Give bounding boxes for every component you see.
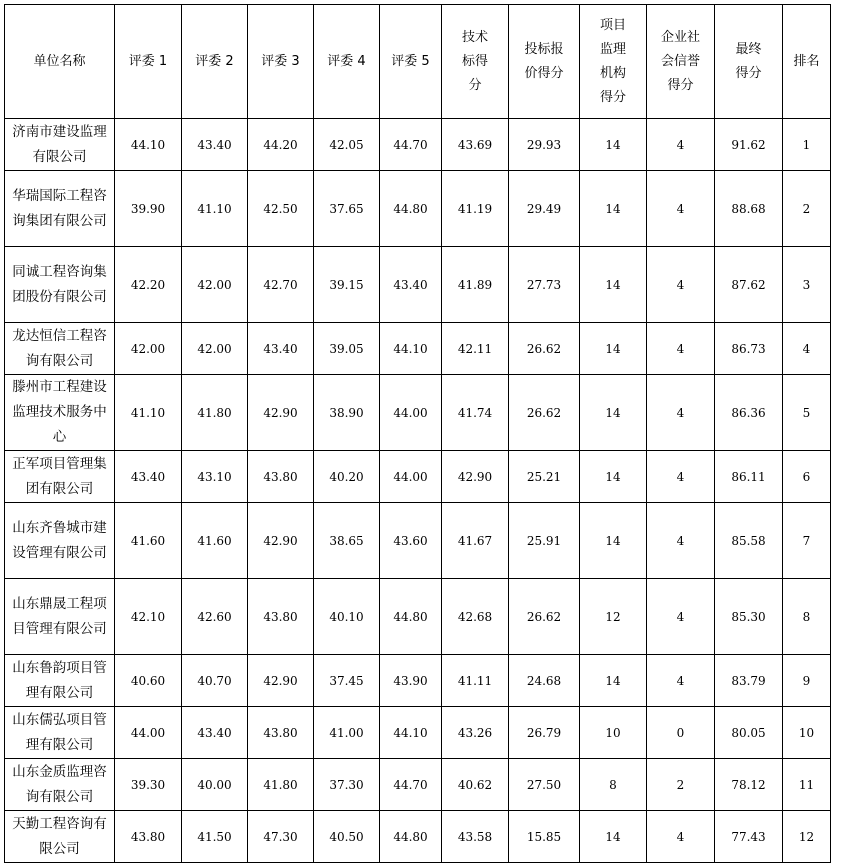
judge-4-score: 38.90: [314, 375, 380, 451]
bid-score: 27.73: [509, 247, 580, 323]
judge-2-score: 42.00: [182, 247, 248, 323]
tech-score: 43.69: [442, 119, 509, 171]
judge-2-score: 40.00: [182, 759, 248, 811]
reputation-score: 4: [647, 655, 715, 707]
judge-2-score: 41.10: [182, 171, 248, 247]
judge-2-score: 41.50: [182, 811, 248, 863]
company-name: 龙达恒信工程咨询有限公司: [5, 323, 115, 375]
company-name: 山东鲁韵项目管理有限公司: [5, 655, 115, 707]
judge-3-score: 42.90: [248, 503, 314, 579]
judge-5-score: 44.10: [380, 707, 442, 759]
judge-4-score: 38.65: [314, 503, 380, 579]
judge-2-score: 41.80: [182, 375, 248, 451]
judge-4-score: 39.05: [314, 323, 380, 375]
supervision-score: 14: [580, 655, 647, 707]
final-score: 83.79: [715, 655, 783, 707]
supervision-score: 14: [580, 119, 647, 171]
final-score: 86.11: [715, 451, 783, 503]
scoring-table: [4, 4, 831, 863]
judge-4-score: 40.20: [314, 451, 380, 503]
reputation-score: 4: [647, 451, 715, 503]
bid-score: 29.49: [509, 171, 580, 247]
judge-5-score: 44.00: [380, 375, 442, 451]
judge-2-score: 43.40: [182, 119, 248, 171]
judge-4-score: 37.65: [314, 171, 380, 247]
judge-1-score: 39.90: [115, 171, 182, 247]
header-company-name: 单位名称: [5, 5, 115, 119]
rank: 4: [783, 323, 831, 375]
bid-score: 26.62: [509, 375, 580, 451]
final-score: 85.58: [715, 503, 783, 579]
reputation-score: 4: [647, 323, 715, 375]
judge-1-score: 43.40: [115, 451, 182, 503]
judge-1-score: 42.10: [115, 579, 182, 655]
reputation-score: 4: [647, 375, 715, 451]
tech-score: 43.58: [442, 811, 509, 863]
reputation-score: 4: [647, 171, 715, 247]
bid-score: 26.62: [509, 579, 580, 655]
reputation-score: 2: [647, 759, 715, 811]
judge-3-score: 42.90: [248, 375, 314, 451]
company-name: 同诚工程咨询集团股份有限公司: [5, 247, 115, 323]
header-supervision-score: 项目监理机构得分: [580, 5, 647, 119]
header-reputation-score: 企业社会信誉得分: [647, 5, 715, 119]
tech-score: 42.90: [442, 451, 509, 503]
table-row: [5, 451, 831, 503]
bid-score: 15.85: [509, 811, 580, 863]
table-row: [5, 579, 831, 655]
judge-5-score: 43.60: [380, 503, 442, 579]
header-judge-5: 评委 5: [380, 5, 442, 119]
table-body: [5, 119, 831, 863]
reputation-score: 4: [647, 579, 715, 655]
judge-1-score: 40.60: [115, 655, 182, 707]
table-row: [5, 655, 831, 707]
header-rank: 排名: [783, 5, 831, 119]
rank: 2: [783, 171, 831, 247]
judge-1-score: 44.10: [115, 119, 182, 171]
rank: 5: [783, 375, 831, 451]
judge-5-score: 44.80: [380, 171, 442, 247]
header-judge-1: 评委 1: [115, 5, 182, 119]
judge-4-score: 41.00: [314, 707, 380, 759]
company-name: 天勤工程咨询有限公司: [5, 811, 115, 863]
judge-1-score: 39.30: [115, 759, 182, 811]
judge-3-score: 44.20: [248, 119, 314, 171]
tech-score: 40.62: [442, 759, 509, 811]
bid-score: 26.79: [509, 707, 580, 759]
supervision-score: 14: [580, 811, 647, 863]
supervision-score: 8: [580, 759, 647, 811]
reputation-score: 4: [647, 811, 715, 863]
bid-score: 29.93: [509, 119, 580, 171]
judge-3-score: 42.70: [248, 247, 314, 323]
judge-5-score: 44.70: [380, 119, 442, 171]
header-bid-score: 投标报价得分: [509, 5, 580, 119]
company-name: 滕州市工程建设监理技术服务中心: [5, 375, 115, 451]
judge-3-score: 42.50: [248, 171, 314, 247]
judge-4-score: 37.30: [314, 759, 380, 811]
judge-4-score: 40.10: [314, 579, 380, 655]
final-score: 85.30: [715, 579, 783, 655]
judge-1-score: 41.60: [115, 503, 182, 579]
table-row: [5, 503, 831, 579]
header-judge-4: 评委 4: [314, 5, 380, 119]
tech-score: 41.11: [442, 655, 509, 707]
judge-3-score: 41.80: [248, 759, 314, 811]
final-score: 86.73: [715, 323, 783, 375]
final-score: 87.62: [715, 247, 783, 323]
rank: 8: [783, 579, 831, 655]
reputation-score: 0: [647, 707, 715, 759]
supervision-score: 14: [580, 451, 647, 503]
header-judge-2: 评委 2: [182, 5, 248, 119]
judge-3-score: 43.80: [248, 579, 314, 655]
company-name: 山东鼎晟工程项目管理有限公司: [5, 579, 115, 655]
judge-3-score: 43.40: [248, 323, 314, 375]
judge-4-score: 40.50: [314, 811, 380, 863]
tech-score: 42.11: [442, 323, 509, 375]
tech-score: 41.19: [442, 171, 509, 247]
judge-1-score: 41.10: [115, 375, 182, 451]
header-final-score: 最终得分: [715, 5, 783, 119]
judge-4-score: 42.05: [314, 119, 380, 171]
judge-5-score: 44.70: [380, 759, 442, 811]
rank: 7: [783, 503, 831, 579]
final-score: 78.12: [715, 759, 783, 811]
rank: 11: [783, 759, 831, 811]
judge-1-score: 44.00: [115, 707, 182, 759]
bid-score: 25.91: [509, 503, 580, 579]
reputation-score: 4: [647, 503, 715, 579]
rank: 1: [783, 119, 831, 171]
judge-5-score: 43.40: [380, 247, 442, 323]
judge-1-score: 42.00: [115, 323, 182, 375]
rank: 9: [783, 655, 831, 707]
supervision-score: 12: [580, 579, 647, 655]
header-tech-score: 技术标得分: [442, 5, 509, 119]
company-name: 山东齐鲁城市建设管理有限公司: [5, 503, 115, 579]
final-score: 88.68: [715, 171, 783, 247]
reputation-score: 4: [647, 247, 715, 323]
supervision-score: 14: [580, 375, 647, 451]
judge-2-score: 43.40: [182, 707, 248, 759]
judge-5-score: 44.00: [380, 451, 442, 503]
judge-2-score: 40.70: [182, 655, 248, 707]
company-name: 山东金质监理咨询有限公司: [5, 759, 115, 811]
header-row: [5, 5, 831, 119]
bid-score: 24.68: [509, 655, 580, 707]
judge-1-score: 42.20: [115, 247, 182, 323]
judge-4-score: 39.15: [314, 247, 380, 323]
final-score: 86.36: [715, 375, 783, 451]
company-name: 华瑞国际工程咨询集团有限公司: [5, 171, 115, 247]
final-score: 91.62: [715, 119, 783, 171]
company-name: 正军项目管理集团有限公司: [5, 451, 115, 503]
bid-score: 25.21: [509, 451, 580, 503]
company-name: 山东儒弘项目管理有限公司: [5, 707, 115, 759]
judge-5-score: 44.80: [380, 579, 442, 655]
final-score: 80.05: [715, 707, 783, 759]
judge-1-score: 43.80: [115, 811, 182, 863]
judge-4-score: 37.45: [314, 655, 380, 707]
judge-5-score: 44.80: [380, 811, 442, 863]
judge-3-score: 47.30: [248, 811, 314, 863]
table-row: [5, 171, 831, 247]
tech-score: 42.68: [442, 579, 509, 655]
judge-5-score: 44.10: [380, 323, 442, 375]
supervision-score: 10: [580, 707, 647, 759]
supervision-score: 14: [580, 247, 647, 323]
header-judge-3: 评委 3: [248, 5, 314, 119]
judge-3-score: 42.90: [248, 655, 314, 707]
table-row: [5, 323, 831, 375]
bid-score: 27.50: [509, 759, 580, 811]
table-row: [5, 119, 831, 171]
rank: 3: [783, 247, 831, 323]
judge-2-score: 41.60: [182, 503, 248, 579]
reputation-score: 4: [647, 119, 715, 171]
table-row: [5, 247, 831, 323]
judge-2-score: 43.10: [182, 451, 248, 503]
supervision-score: 14: [580, 503, 647, 579]
judge-3-score: 43.80: [248, 707, 314, 759]
table-row: [5, 759, 831, 811]
table-row: [5, 375, 831, 451]
tech-score: 41.74: [442, 375, 509, 451]
bid-score: 26.62: [509, 323, 580, 375]
judge-2-score: 42.00: [182, 323, 248, 375]
rank: 12: [783, 811, 831, 863]
table-row: [5, 707, 831, 759]
judge-2-score: 42.60: [182, 579, 248, 655]
table-row: [5, 811, 831, 863]
rank: 10: [783, 707, 831, 759]
judge-5-score: 43.90: [380, 655, 442, 707]
rank: 6: [783, 451, 831, 503]
supervision-score: 14: [580, 323, 647, 375]
final-score: 77.43: [715, 811, 783, 863]
tech-score: 41.89: [442, 247, 509, 323]
tech-score: 41.67: [442, 503, 509, 579]
supervision-score: 14: [580, 171, 647, 247]
company-name: 济南市建设监理有限公司: [5, 119, 115, 171]
tech-score: 43.26: [442, 707, 509, 759]
judge-3-score: 43.80: [248, 451, 314, 503]
